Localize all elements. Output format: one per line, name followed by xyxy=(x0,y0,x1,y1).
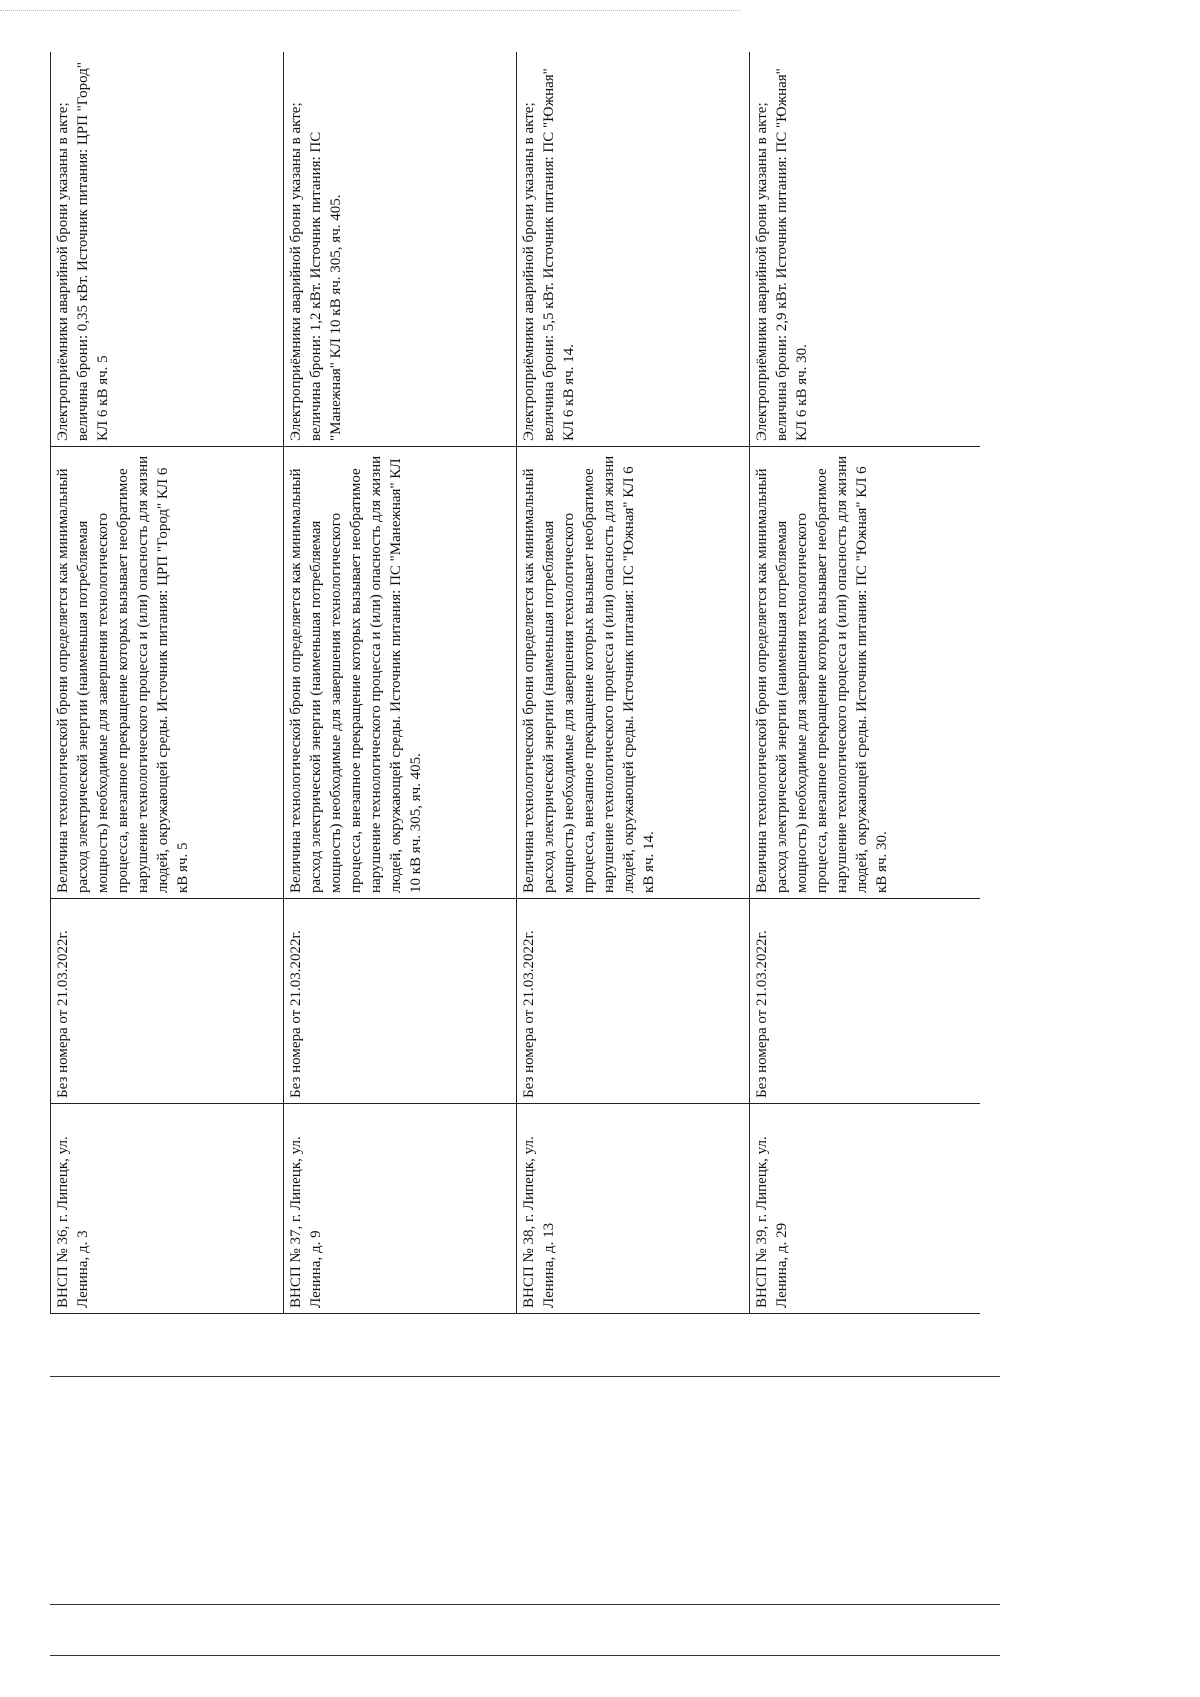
signature-line xyxy=(50,1376,1000,1377)
object-cell xyxy=(517,1104,750,1314)
emergency-reserve-text: Электроприёмники аварийной брони указаны в акте; величина брони: 5,5 кВт. Источник питания: ПС "Южная" КЛ 6 кВ яч. 14. xyxy=(521,68,577,441)
object-text: ВНСП № 38, г. Липецк, ул. Ленина, д. 13 xyxy=(521,1136,557,1308)
tech-reserve-cell xyxy=(517,447,750,899)
act-cell xyxy=(517,899,750,1104)
emergency-reserve-text: Электроприёмники аварийной брони указаны в акте; величина брони: 0,35 кВт. Источник питания: ЦРП "Город" КЛ 6 кВ яч. 5 xyxy=(55,62,111,441)
object-text: ВНСП № 39, г. Липецк, ул. Ленина, д. 29 xyxy=(754,1136,790,1308)
tech-reserve-text: Величина технологической брони определяется как минимальный расход электрической энергии (наименьшая потребляемая мощность) необходимые для завершения технологического процесса, внезапное прекращение которых вызывает необратимое нарушение технологического процесса и (или) опасность для жизни людей, окружающей среды. Источник питания: ЦРП "Город" КЛ 6 кВ яч. 5 xyxy=(55,455,191,893)
table-row xyxy=(284,52,517,1314)
act-text: Без номера от 21.03.2022г. xyxy=(288,930,304,1098)
object-cell xyxy=(284,1104,517,1314)
emergency-reserve-cell xyxy=(750,52,981,447)
act-text: Без номера от 21.03.2022г. xyxy=(521,930,537,1098)
object-text: ВНСП № 36, г. Липецк, ул. Ленина, д. 3 xyxy=(55,1136,91,1308)
tech-reserve-cell xyxy=(750,447,981,899)
scan-edge-dotted-line xyxy=(0,10,740,11)
emergency-reserve-cell xyxy=(517,52,750,447)
signature-line xyxy=(50,1604,1000,1605)
act-cell xyxy=(284,899,517,1104)
emergency-reserve-text: Электроприёмники аварийной брони указаны в акте; величина брони: 2,9 кВт. Источник питания: ПС "Южная" КЛ 6 кВ яч. 30. xyxy=(754,68,810,441)
emergency-reserve-cell xyxy=(51,52,284,447)
act-text: Без номера от 21.03.2022г. xyxy=(55,930,71,1098)
signature-line xyxy=(50,1655,1000,1656)
rotated-table-container xyxy=(50,52,980,1314)
act-cell xyxy=(51,899,284,1104)
object-text: ВНСП № 37, г. Липецк, ул. Ленина, д. 9 xyxy=(288,1136,324,1308)
tech-reserve-text: Величина технологической брони определяется как минимальный расход электрической энергии (наименьшая потребляемая мощность) необходимые для завершения технологического процесса, внезапное прекращение которых вызывает необратимое нарушение технологического процесса и (или) опасность для жизни людей, окружающей среды. Источник питания: ПС "Южная" КЛ 6 кВ яч. 14. xyxy=(521,455,657,893)
tech-reserve-text: Величина технологической брони определяется как минимальный расход электрической энергии (наименьшая потребляемая мощность) необходимые для завершения технологического процесса, внезапное прекращение которых вызывает необратимое нарушение технологического процесса и (или) опасность для жизни людей, окружающей среды. Источник питания: ПС "Манежная" КЛ 10 кВ яч. 305, яч. 405. xyxy=(288,455,424,893)
reserve-table xyxy=(50,52,980,1314)
emergency-reserve-cell xyxy=(284,52,517,447)
object-cell xyxy=(51,1104,284,1314)
table-row xyxy=(517,52,750,1314)
tech-reserve-cell xyxy=(51,447,284,899)
emergency-reserve-text: Электроприёмники аварийной брони указаны в акте; величина брони: 1,2 кВт. Источник питания: ПС "Манежная" КЛ 10 кВ яч. 305, яч. 405. xyxy=(288,102,344,441)
table-row xyxy=(51,52,284,1314)
object-cell xyxy=(750,1104,981,1314)
table-row xyxy=(750,52,981,1314)
tech-reserve-cell xyxy=(284,447,517,899)
tech-reserve-text: Величина технологической брони определяется как минимальный расход электрической энергии (наименьшая потребляемая мощность) необходимые для завершения технологического процесса, внезапное прекращение которых вызывает необратимое нарушение технологического процесса и (или) опасность для жизни людей, окружающей среды. Источник питания: ПС "Южная" КЛ 6 кВ яч. 30. xyxy=(754,455,890,893)
act-cell xyxy=(750,899,981,1104)
act-text: Без номера от 21.03.2022г. xyxy=(754,930,770,1098)
